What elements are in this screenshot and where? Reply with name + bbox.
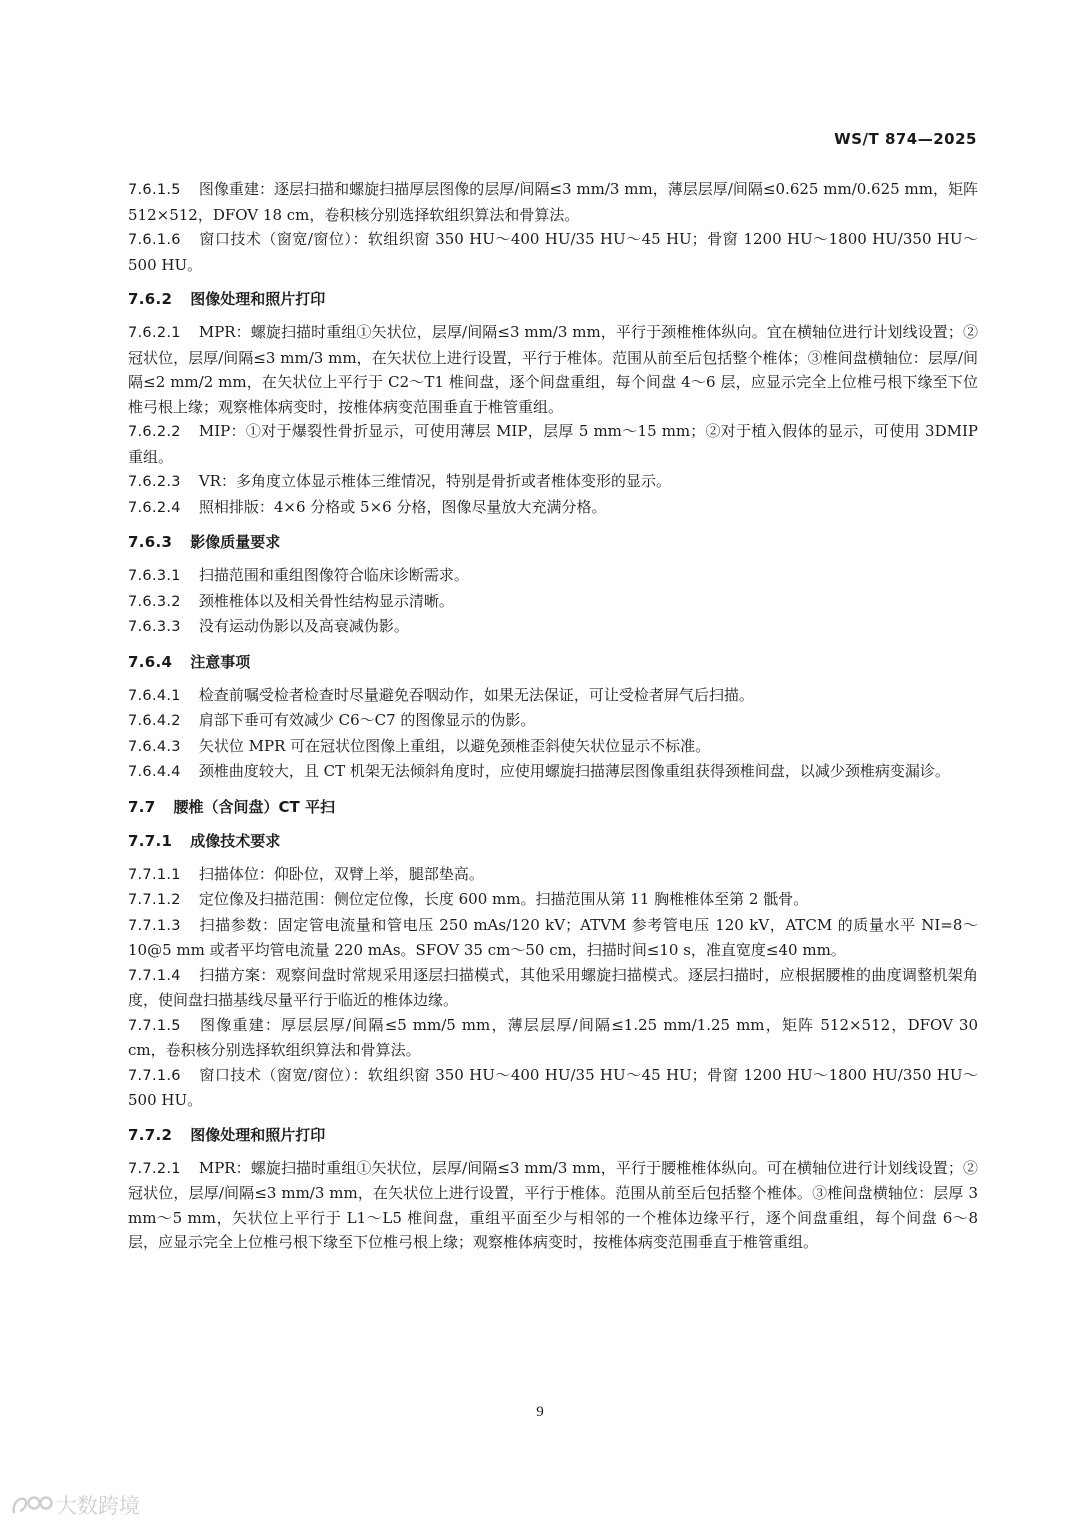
clause-text: 检查前嘱受检者检查时尽量避免吞咽动作，如果无法保证，可让受检者屏气后扫描。: [198, 685, 754, 704]
section-heading: [128, 287, 978, 311]
watermark: [10, 1490, 140, 1520]
clause-number: 7.7.1.1: [128, 866, 181, 883]
clause-number: 7.6.4.1: [128, 687, 181, 704]
clause-paragraph: [128, 913, 978, 963]
clause-paragraph: [128, 1013, 978, 1063]
section-heading: [128, 530, 978, 554]
clause-paragraph: [128, 469, 978, 495]
clause-paragraph: [128, 734, 978, 760]
heading-text: 成像技术要求: [190, 831, 281, 850]
clause-number: 7.6.4: [128, 652, 173, 671]
clause-text: 扫描方案：观察间盘时常规采用逐层扫描模式，其他采用螺旋扫描模式。逐层扫描时，应根据腰椎的曲度调整机架角度，使间盘扫描基线尽量平行于临近的椎体边缘。: [128, 965, 978, 1009]
clause-text: 扫描体位：仰卧位，双臂上举，腿部垫高。: [198, 864, 484, 883]
heading-text: 注意事项: [190, 652, 251, 671]
clause-number: 7.6.1.6: [128, 232, 181, 248]
clause-number: 7.6.4.4: [128, 764, 181, 780]
clause-paragraph: [128, 419, 978, 469]
clause-number: 7.7.1.2: [128, 892, 181, 908]
clause-paragraph: [128, 963, 978, 1013]
clause-paragraph: [128, 683, 978, 709]
clause-number: 7.7.1: [128, 831, 173, 850]
clause-text: MPR：螺旋扫描时重组①矢状位，层厚/间隔≤3 mm/3 mm，平行于颈椎椎体纵向。宜在横轴位进行计划线设置；②冠状位，层厚/间隔≤3 mm/3 mm，在矢状位上进行设置，平行于椎体。范围从前至后包括整个椎体；③椎间盘横轴位：层厚/间隔≤2 mm/2 mm，在矢状位上平行于 C2～T1 椎间盘，逐个间盘重组，每个间盘 4～6 层，应显示完全上位椎弓根下缘至下位椎弓根上缘；观察椎体病变时，按椎体病变范围垂直于椎管重组。: [128, 323, 978, 416]
clause-number: 7.6.3.1: [128, 568, 181, 584]
clause-text: VR：多角度立体显示椎体三维情况，特别是骨折或者椎体变形的显示。: [198, 472, 671, 490]
clause-paragraph: [128, 887, 978, 913]
clause-text: 矢状位 MPR 可在冠状位图像上重组，以避免颈椎歪斜使矢状位显示不标准。: [198, 736, 711, 755]
clause-text: 图像重建：厚层层厚/间隔≤5 mm/5 mm，薄层层厚/间隔≤1.25 mm/1.25 mm，矩阵 512×512，DFOV 30 cm，卷积核分别选择软组织算法和骨算法。: [128, 1015, 978, 1059]
clause-number: 7.7: [128, 797, 156, 816]
clause-paragraph: [128, 227, 978, 277]
clause-number: 7.6.2.3: [128, 474, 181, 490]
watermark-text: 大数跨境: [56, 1494, 140, 1518]
clause-text: 颈椎椎体以及相关骨性结构显示清晰。: [198, 591, 454, 610]
clause-text: 定位像及扫描范围：侧位定位像，长度 600 mm。扫描范围从第 11 胸椎椎体至第 2 骶骨。: [198, 890, 809, 908]
clause-paragraph: [128, 589, 978, 615]
document-code: WS/T 874—2025: [834, 130, 977, 148]
watermark-logo-icon: [10, 1493, 54, 1517]
clause-text: 颈椎曲度较大，且 CT 机架无法倾斜角度时，应使用螺旋扫描薄层图像重组获得颈椎间盘，以减少颈椎病变漏诊。: [198, 762, 950, 780]
section-heading: [128, 650, 978, 674]
heading-text: 图像处理和照片打印: [190, 1125, 326, 1144]
heading-text: 影像质量要求: [190, 533, 281, 551]
clause-text: MIP：①对于爆裂性骨折显示，可使用薄层 MIP，层厚 5 mm～15 mm；②对于植入假体的显示，可使用 3DMIP 重组。: [128, 422, 978, 466]
clause-paragraph: [128, 1156, 978, 1255]
clause-number: 7.6.2.2: [128, 424, 181, 440]
heading-text: 图像处理和照片打印: [190, 290, 326, 308]
clause-text: 图像重建：逐层扫描和螺旋扫描厚层图像的层厚/间隔≤3 mm/3 mm，薄层层厚/间隔≤0.625 mm/0.625 mm，矩阵 512×512，DFOV 18 cm，卷积核分别选择软组织算法和骨算法。: [128, 180, 978, 224]
clause-paragraph: [128, 563, 978, 589]
page-number: 9: [536, 1404, 544, 1420]
clause-paragraph: [128, 759, 978, 785]
clause-paragraph: [128, 1063, 978, 1113]
section-heading: [128, 795, 978, 819]
clause-number: 7.7.1.4: [128, 967, 181, 984]
clause-text: 肩部下垂可有效减少 C6～C7 的图像显示的伪影。: [198, 711, 536, 729]
clause-number: 7.7.1.5: [128, 1017, 181, 1034]
clause-number: 7.6.3.2: [128, 593, 181, 610]
clause-number: 7.6.4.2: [128, 713, 181, 729]
section-heading: [128, 829, 978, 853]
clause-text: 窗口技术（窗宽/窗位）：软组织窗 350 HU～400 HU/35 HU～45 HU；骨窗 1200 HU～1800 HU/350 HU～500 HU。: [128, 1065, 978, 1109]
clause-number: 7.6.2: [128, 290, 173, 308]
clause-number: 7.6.2.1: [128, 325, 181, 341]
clause-number: 7.7.1.3: [128, 917, 181, 934]
document-body: [128, 177, 978, 1255]
clause-paragraph: [128, 495, 978, 521]
clause-number: 7.7.2.1: [128, 1160, 181, 1177]
clause-paragraph: [128, 614, 978, 640]
clause-text: 照相排版：4×6 分格或 5×6 分格，图像尽量放大充满分格。: [198, 497, 607, 516]
clause-text: 扫描参数：固定管电流量和管电压 250 mAs/120 kV；ATVM 参考管电压 120 kV，ATCM 的质量水平 NI=8～10@5 mm 或者平均管电流量 220 mAs。SFOV 35 cm～50 cm，扫描时间≤10 s，准直宽度≤40 mm。: [128, 915, 978, 959]
clause-paragraph: [128, 320, 978, 419]
clause-number: 7.7.2: [128, 1125, 173, 1144]
clause-paragraph: [128, 862, 978, 888]
section-heading: [128, 1123, 978, 1147]
clause-text: 扫描范围和重组图像符合临床诊断需求。: [198, 566, 469, 584]
clause-text: 窗口技术（窗宽/窗位）：软组织窗 350 HU～400 HU/35 HU～45 HU；骨窗 1200 HU～1800 HU/350 HU～500 HU。: [128, 230, 978, 274]
heading-text: 腰椎（含间盘）CT 平扫: [173, 797, 335, 816]
clause-number: 7.6.2.4: [128, 499, 181, 516]
clause-text: 没有运动伪影以及高衰减伪影。: [198, 617, 409, 635]
clause-text: MPR：螺旋扫描时重组①矢状位，层厚/间隔≤3 mm/3 mm，平行于腰椎椎体纵向。可在横轴位进行计划线设置；②冠状位，层厚/间隔≤3 mm/3 mm，在矢状位上进行设置，平行于椎体。范围从前至后包括整个椎体。③椎间盘横轴位：层厚 3 mm～5 mm，矢状位上平行于 L1～L5 椎间盘，重组平面至少与相邻的一个椎体边缘平行，逐个间盘重组，每个间盘 6～8 层，应显示完全上位椎弓根下缘至下位椎弓根上缘；观察椎体病变时，按椎体病变范围垂直于椎管重组。: [128, 1158, 978, 1251]
clause-number: 7.6.1.5: [128, 182, 181, 198]
clause-number: 7.6.4.3: [128, 738, 181, 755]
clause-number: 7.7.1.6: [128, 1067, 181, 1084]
clause-paragraph: [128, 177, 978, 227]
clause-number: 7.6.3.3: [128, 619, 181, 635]
clause-number: 7.6.3: [128, 533, 173, 551]
clause-paragraph: [128, 708, 978, 734]
